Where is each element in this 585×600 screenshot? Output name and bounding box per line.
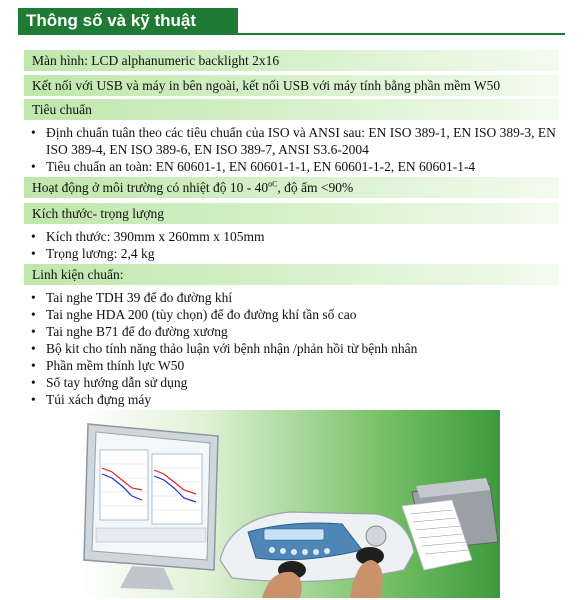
printer-icon — [402, 478, 498, 570]
list-item: • Tai nghe B71 để đo đường xương — [24, 323, 559, 340]
list-item: • Phần mềm thính lực W50 — [24, 357, 559, 374]
environment-prefix: Hoạt động ở môi trường có nhiệt độ 10 - 40 — [32, 180, 269, 195]
environment-suffix: , độ ẩm <90% — [277, 180, 354, 195]
list-item: • Sổ tay hướng dẫn sử dụng — [24, 374, 559, 391]
dimensions-list — [24, 228, 559, 262]
monitor-icon — [84, 424, 218, 590]
standards-heading: Tiêu chuẩn — [24, 99, 559, 120]
list-item: • Tai nghe HDA 200 (tùy chọn) để đo đường khí tần số cao — [24, 306, 559, 323]
audiometer-device-icon — [220, 512, 414, 598]
list-item: • Túi xách đựng máy — [24, 391, 559, 408]
list-item: • Trọng lương: 2,4 kg — [24, 245, 559, 262]
accessories-heading: Linh kiện chuẩn: — [24, 264, 559, 285]
connection-spec: Kết nối với USB và máy in bên ngoài, kết nối USB với máy tính bằng phần mềm W50 — [24, 75, 559, 96]
list-item: • Tai nghe TDH 39 để đo đường khí — [24, 289, 559, 306]
list-item: • Bộ kit cho tính năng thảo luận với bệnh nhận /phản hồi từ bệnh nhân — [24, 340, 559, 357]
list-item: • Kích thước: 390mm x 260mm x 105mm — [24, 228, 559, 245]
standards-list — [24, 124, 559, 175]
list-item: • Định chuẩn tuân theo các tiêu chuẩn của ISO và ANSI sau: EN ISO 389-1, EN ISO 389-3, EN ISO 389-4, EN ISO 389-6, EN ISO 389-7, ANSI S3.6-2004 — [24, 124, 559, 158]
audiometer-illustration — [80, 410, 500, 598]
page-title: Thông số và kỹ thuật — [18, 8, 238, 34]
display-spec: Màn hình: LCD alphanumeric backlight 2x16 — [24, 50, 559, 71]
title-underline — [18, 33, 565, 35]
dimensions-heading: Kích thước- trọng lượng — [24, 203, 559, 224]
temperature-unit: oC — [268, 179, 278, 189]
product-photo — [80, 410, 500, 598]
environment-spec — [24, 177, 559, 198]
list-item: • Tiêu chuẩn an toàn: EN 60601-1, EN 60601-1-1, EN 60601-1-2, EN 60601-1-4 — [24, 158, 559, 175]
accessories-list — [24, 289, 559, 408]
